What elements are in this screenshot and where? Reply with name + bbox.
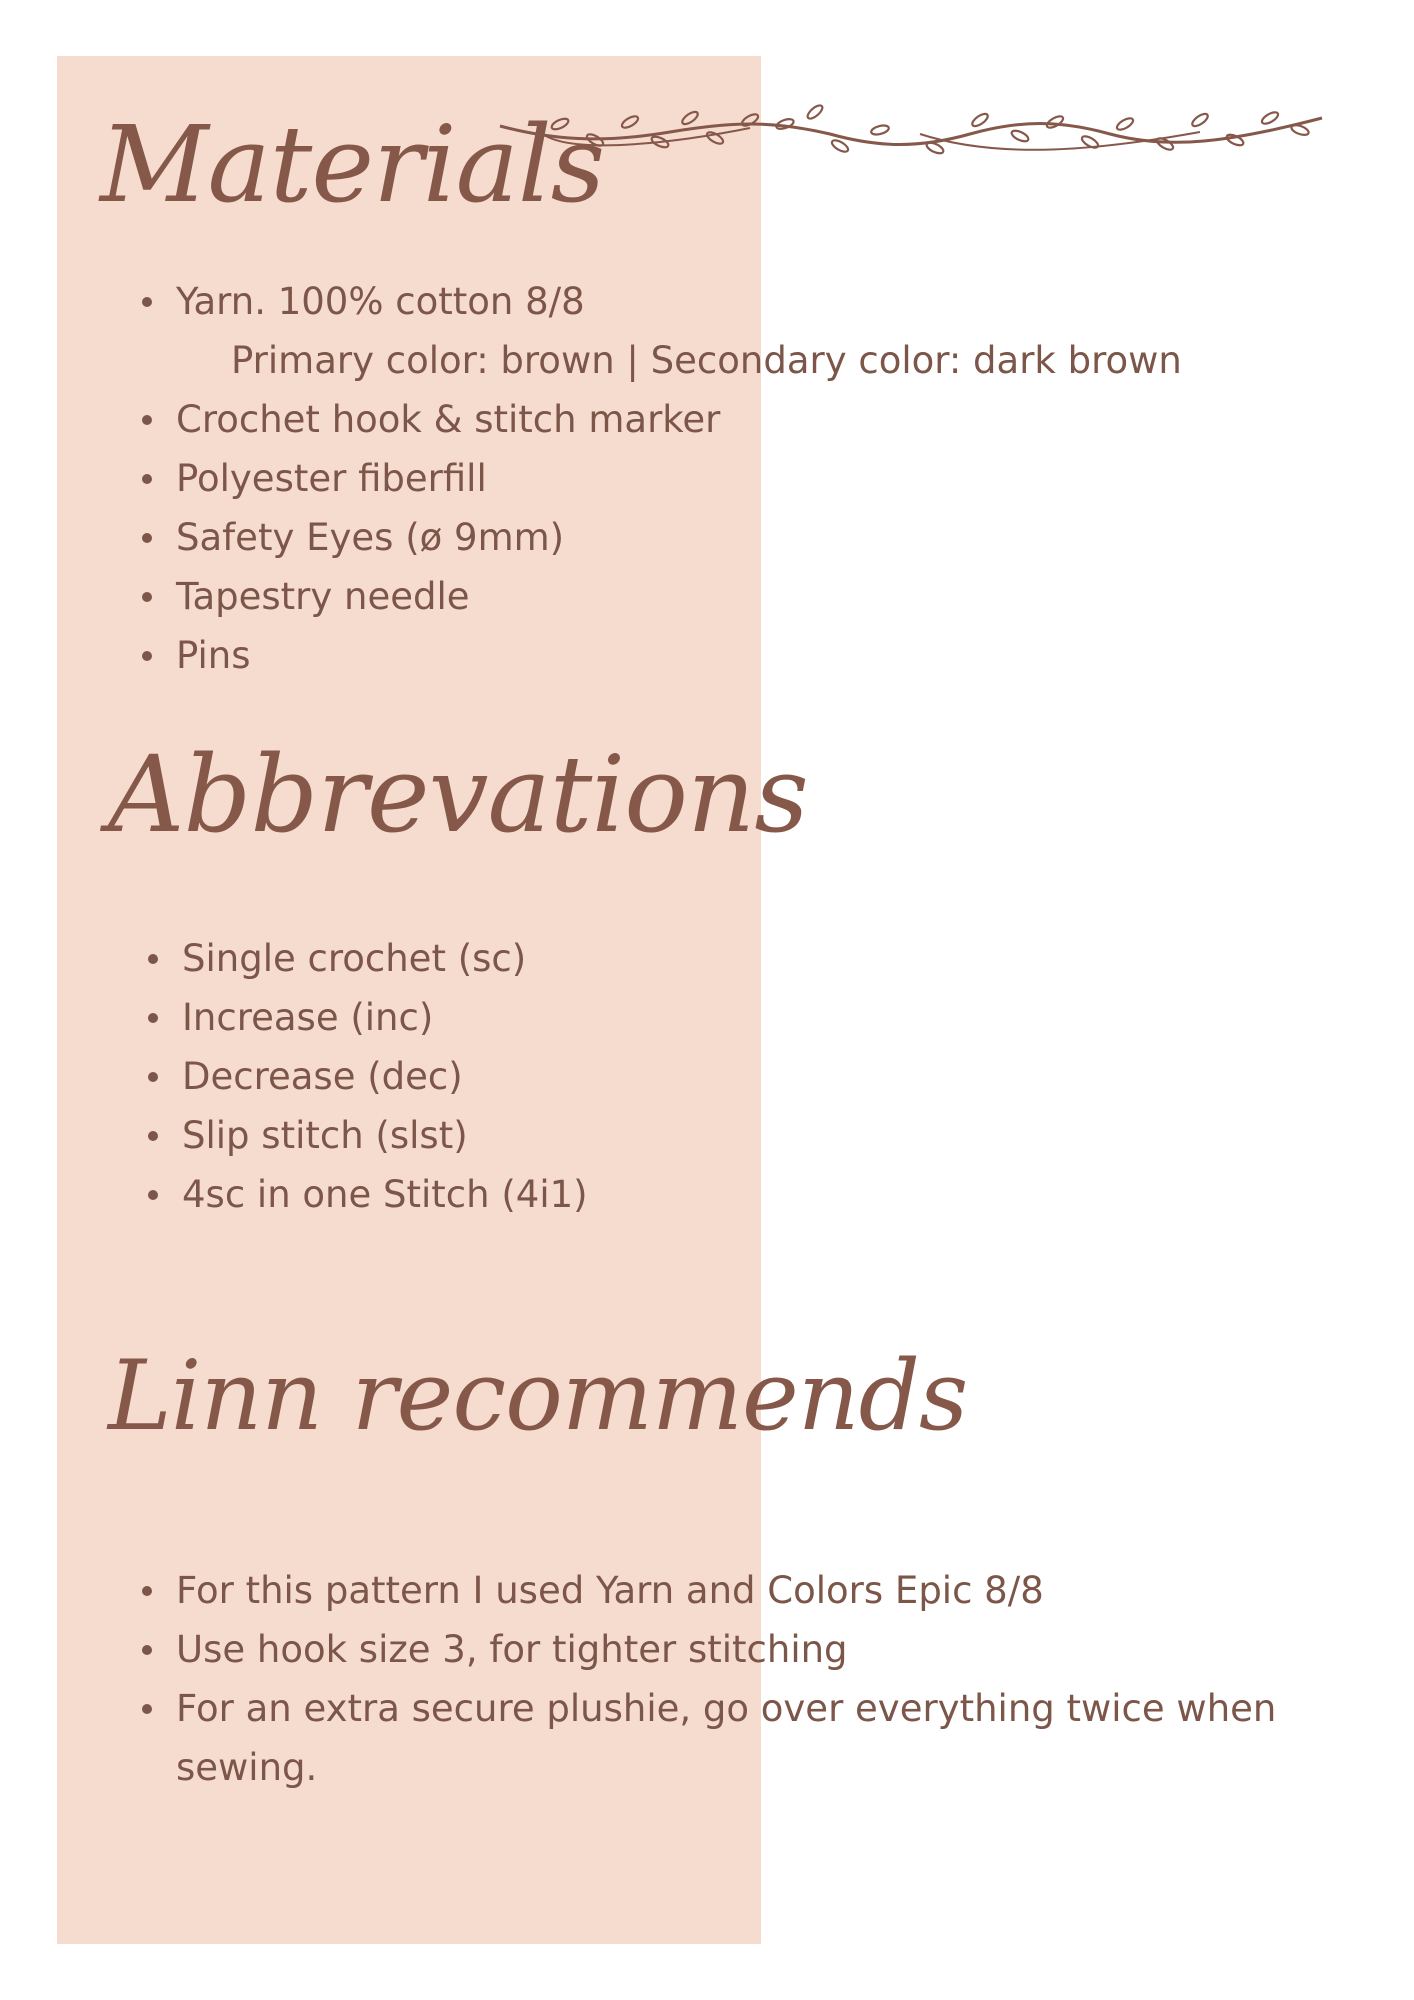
list-item-text: Decrease (dec) [182,1055,463,1098]
list-item-text: Increase (inc) [182,996,434,1039]
list-item [146,1106,588,1165]
abbreviations-heading: Abbrevations [108,733,808,856]
list-item-text: Pins [176,634,251,677]
list-item-text: Single crochet (sc) [182,937,527,980]
list-item [140,390,1182,449]
list-item [146,929,588,988]
list-item-text: Safety Eyes (ø 9mm) [176,516,565,559]
bullet-dot [142,651,152,661]
list-item-text: Use hook size 3, for tighter stitching [176,1628,848,1671]
list-item [140,626,1182,685]
bullet-dot [142,297,152,307]
list-item-text: Crochet hook & stitch marker [176,398,721,441]
bullet-dot [148,1013,158,1023]
list-item [140,1679,1326,1797]
bullet-dot [142,415,152,425]
recommends-list [140,1561,1326,1797]
list-item [140,1561,1326,1620]
list-item [140,567,1182,626]
list-item-text: For an extra secure plushie, go over everything twice when sewing. [176,1687,1277,1789]
list-item-text: Polyester fiberfill [176,457,487,500]
bullet-dot [142,1586,152,1596]
bullet-dot [142,1704,152,1714]
abbreviations-list [146,929,588,1224]
list-item [140,449,1182,508]
list-item [146,1047,588,1106]
list-item [146,988,588,1047]
recommends-heading: Linn recommends [108,1340,968,1452]
materials-list [140,272,1182,685]
bullet-dot [142,533,152,543]
list-item-text: Tapestry needle [176,575,470,618]
bullet-dot [148,1190,158,1200]
list-item [140,1620,1326,1679]
materials-heading: Materials [100,103,605,226]
list-item [140,508,1182,567]
list-item-text: Yarn. 100% cotton 8/8 [176,280,585,323]
bullet-dot [148,954,158,964]
list-item [146,1165,588,1224]
list-item-text: Slip stitch (slst) [182,1114,468,1157]
bullet-dot [142,592,152,602]
bullet-dot [142,1645,152,1655]
list-item-text: 4sc in one Stitch (4i1) [182,1173,588,1216]
vine-divider-icon [500,112,1322,178]
list-item-subtext: Primary color: brown | Secondary color: dark brown [231,339,1182,382]
list-item [140,272,1182,390]
bullet-dot [148,1131,158,1141]
bullet-dot [142,474,152,484]
list-item-text: For this pattern I used Yarn and Colors Epic 8/8 [176,1569,1044,1612]
bullet-dot [148,1072,158,1082]
